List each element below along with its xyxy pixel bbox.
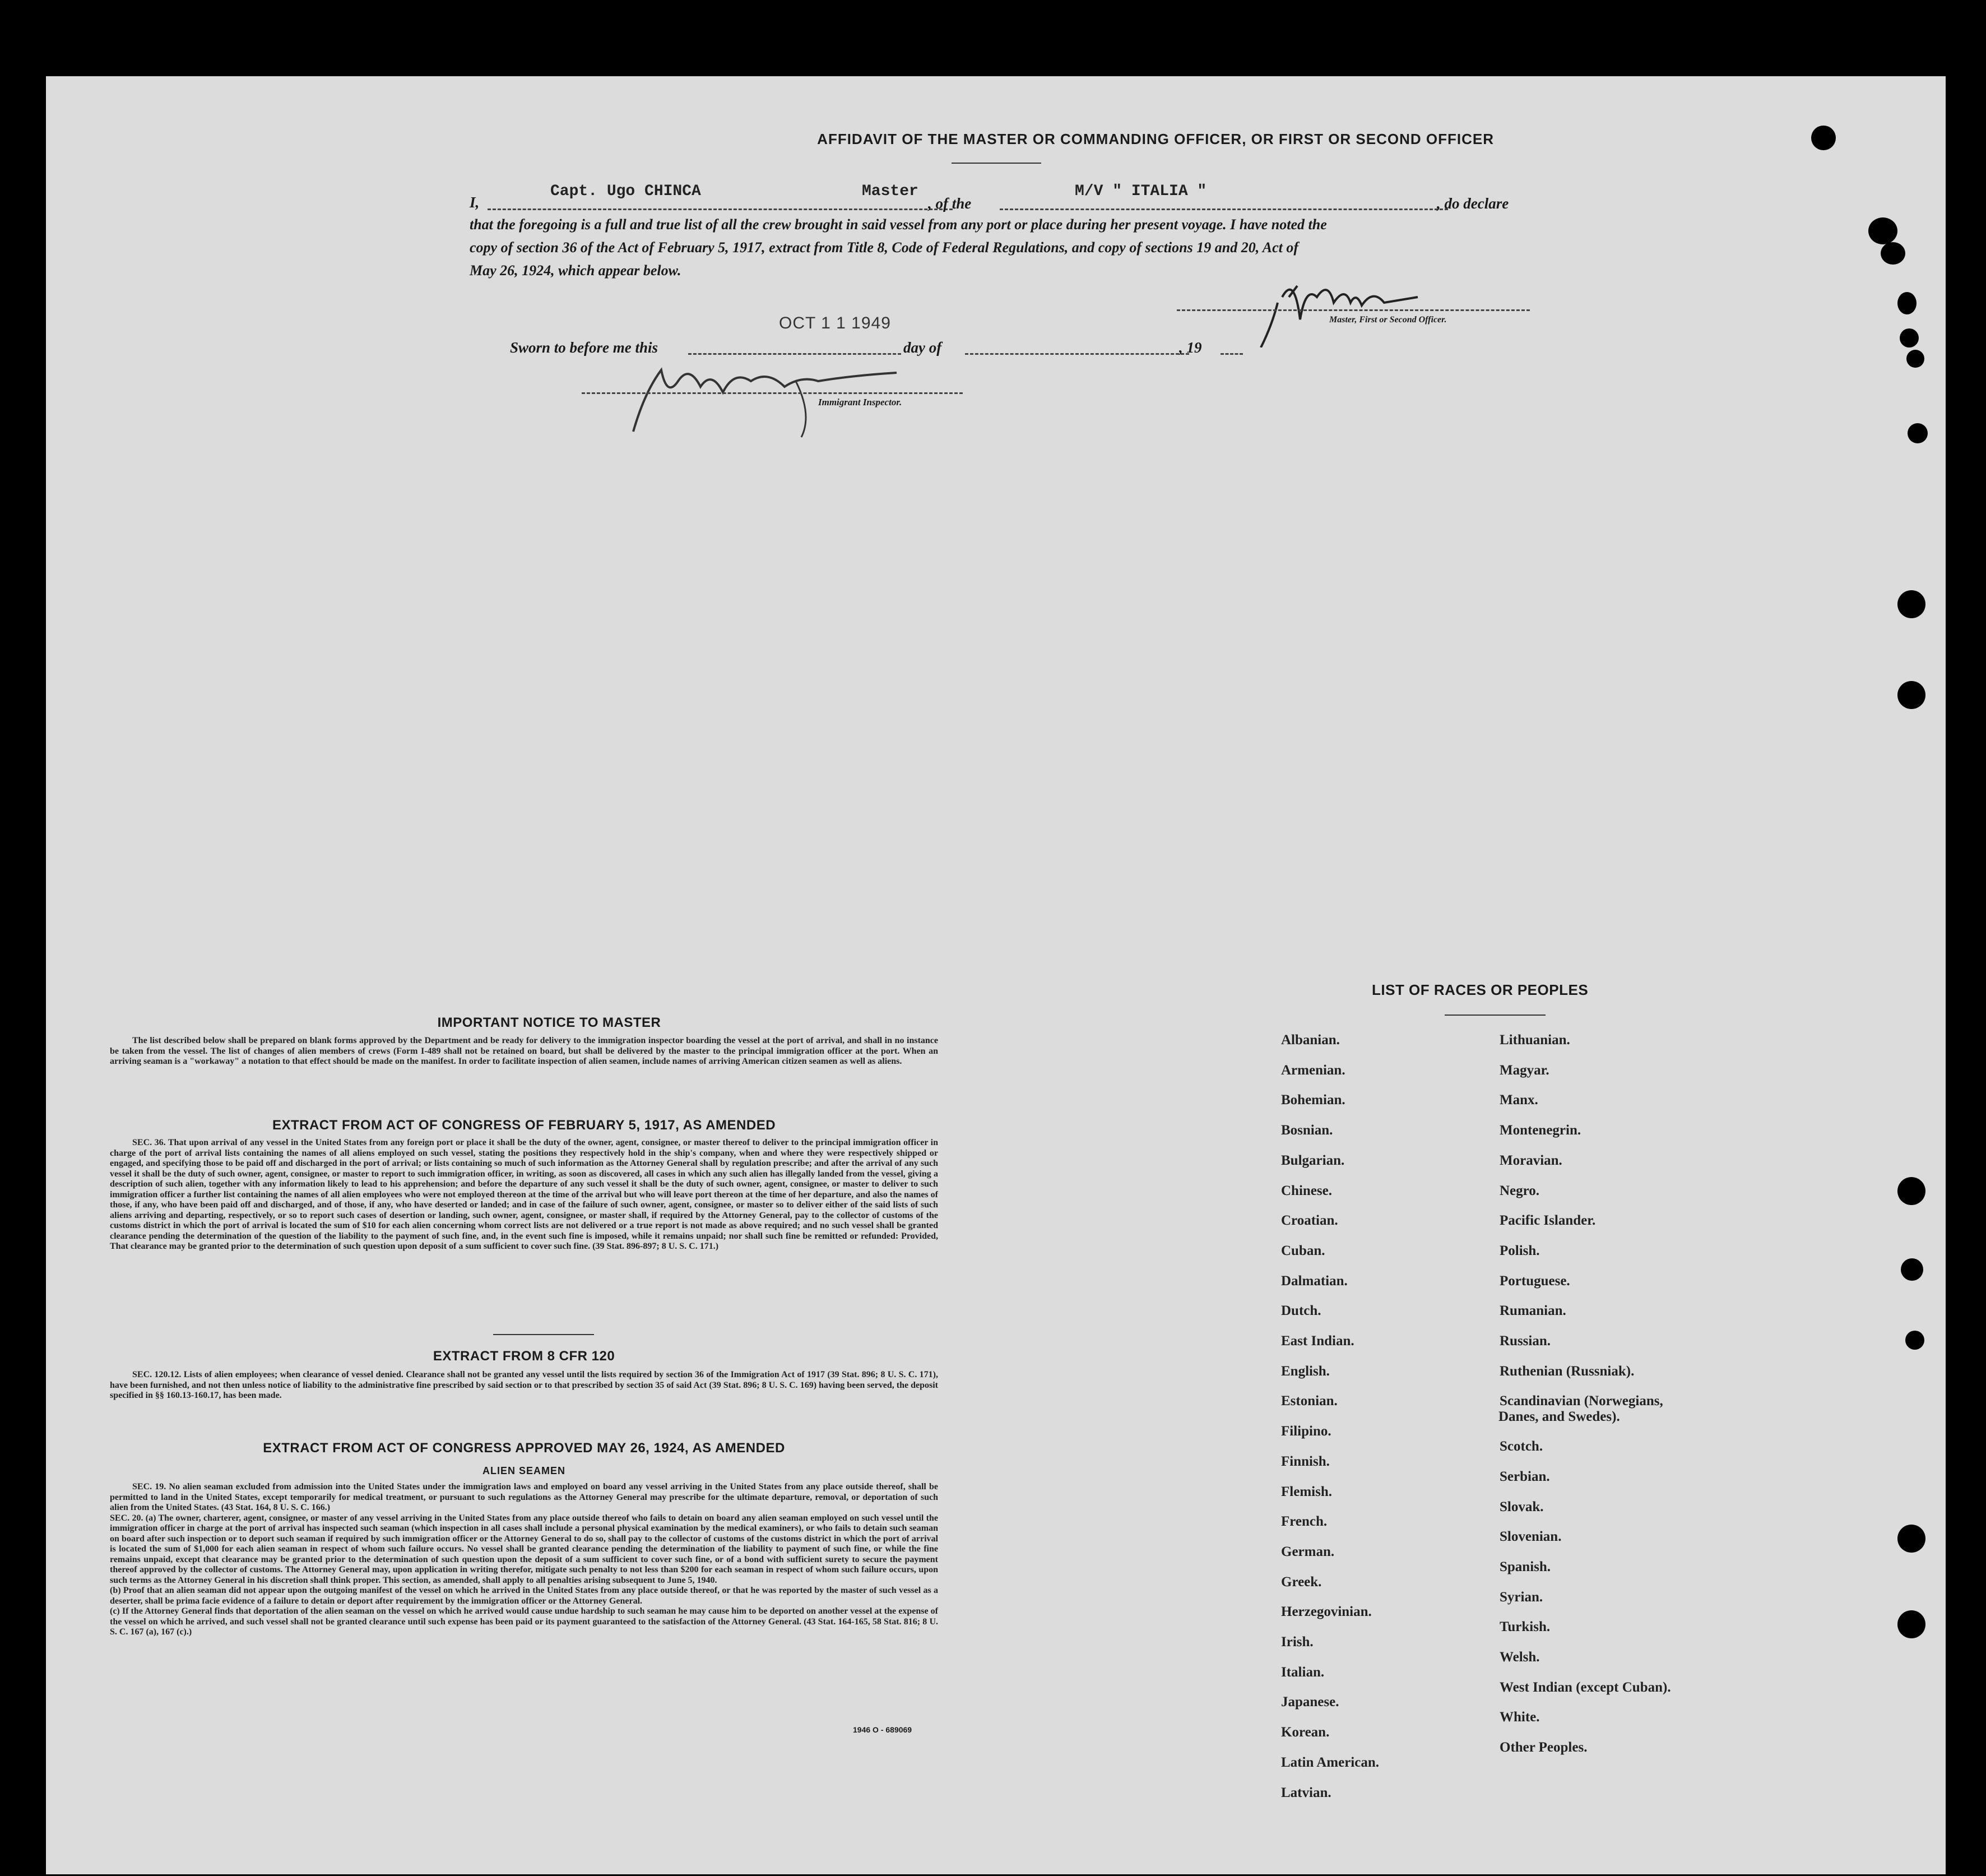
extract-1924-body: SEC. 19. No alien seaman excluded from admission into the United States under the immigration laws and employed on board any vessel arriving in the United States from any place outside thereof, shall be permitted to land in the United States, except temporarily for medical treatment, or pursuant to such regulations as the Attorney General may prescribe for the ultimate departure, removal, or deportation of such alien from the United States. (43 Stat. 164, 8 U. S. C. 166.) SEC. 20. (a) The owner, charterer, agent, consignee, or master of any vessel arriving in the United States from any place outside thereof who fails to detain on board any alien seaman employed on such vessel until the immigration officer in charge at the port of arrival has inspected such seaman (which inspection in all cases shall include a personal physical examination by the medical examiners), or who fails to detain such seaman on board after such inspection or to deport such seaman if required by such immigration officer or the Attorney General to do so, shall pay to the collector of customs of the customs district in which the port of arrival is located the sum of $1,000 for each alien seaman in respect of whom such failure occurs. No vessel shall be granted clearance pending the determination of the liability to payment of such fine, or while the fine remains unpaid, except that clearance may be granted prior to the determination of such question upon the deposit of a sum sufficient to cover such fine, or of a bond with sufficient surety to secure the payment thereof approved by the collector of customs. The Attorney General may, upon application in writing therefor, mitigate such penalty to not less than $200 for each seaman in respect of whom such failure occurs, upon such terms as the Attorney General in his discretion shall think proper. This section, as amended, shall apply to all penalties arising subsequent to June 5, 1940. (b) Proof that an alien seaman did not appear upon the outgoing manifest of the vessel on which he arrived in the United States from any place outside thereof, or that he was reported by the master of such vessel as a deserter, shall be prima facie evidence of a failure to detain or deport after requirement by the immigration officer or the Attorney General. (c) If the Attorney General finds that deportation of the alien seaman on the vessel on which he arrived would cause undue hardship to such seaman he may cause him to be deported on another vessel at the expense of the vessel on which he arrived, and such vessel shall not be granted clearance until such expense has been paid or its payment guaranteed to the satisfaction of the Attorney General. (43 Stat. 164-165, 58 Stat. 816; 8 U. S. C. 167 (a), 167 (c).) — [110, 1482, 938, 1637]
race-item: Magyar. — [1500, 1062, 1549, 1078]
race-item: Croatian. — [1281, 1213, 1338, 1229]
affidavit-line-4: May 26, 1924, which appear below. — [470, 262, 681, 279]
race-item: Bulgarian. — [1281, 1152, 1345, 1168]
race-item: English. — [1281, 1363, 1330, 1379]
title-underline — [952, 163, 1041, 164]
race-item: Slovak. — [1500, 1499, 1544, 1514]
race-item: Montenegrin. — [1500, 1123, 1581, 1138]
race-item: Scandinavian (Norwegians, — [1500, 1393, 1663, 1409]
affidavit-line-3: copy of section 36 of the Act of February 5, 1917, extract from Title 8, Code of Federal Regulations, and copy of sections 19 and 20, Act of — [470, 239, 1298, 256]
race-item: Rumanian. — [1500, 1303, 1566, 1319]
race-item: Lithuanian. — [1500, 1032, 1570, 1048]
race-item: Dutch. — [1281, 1303, 1321, 1319]
race-item: Welsh. — [1500, 1650, 1540, 1665]
race-item: Spanish. — [1500, 1559, 1551, 1574]
day-of-label: day of — [903, 339, 942, 356]
race-item: Albanian. — [1281, 1032, 1340, 1048]
race-item-continuation: Danes, and Swedes). — [1498, 1409, 1620, 1424]
race-item: Estonian. — [1281, 1393, 1338, 1409]
race-item: Scotch. — [1500, 1439, 1543, 1455]
race-item: German. — [1281, 1544, 1335, 1559]
race-item: Moravian. — [1500, 1152, 1562, 1168]
sworn-label: Sworn to before me this — [510, 339, 658, 356]
race-item: Serbian. — [1500, 1469, 1550, 1484]
vessel-name-value: M/V " ITALIA " — [1075, 183, 1207, 200]
inspector-signature — [616, 348, 930, 443]
race-item: French. — [1281, 1514, 1328, 1530]
extract-1924-subtitle: ALIEN SEAMEN — [482, 1465, 565, 1476]
race-item: West Indian (except Cuban). — [1500, 1679, 1671, 1695]
race-item: Japanese. — [1281, 1694, 1339, 1710]
master-name-value: Capt. Ugo CHINCA — [550, 183, 701, 200]
race-item: Italian. — [1281, 1664, 1325, 1680]
races-title: LIST OF RACES OR PEOPLES — [1372, 981, 1589, 998]
race-item: Manx. — [1500, 1092, 1538, 1108]
officer-caption: Master, First or Second Officer. — [1329, 315, 1447, 325]
do-declare-label: , do declare — [1437, 195, 1509, 212]
race-item: Latvian. — [1281, 1785, 1331, 1800]
race-item: Russian. — [1500, 1333, 1551, 1349]
race-item: Turkish. — [1500, 1619, 1551, 1635]
race-item: Polish. — [1500, 1243, 1540, 1258]
race-item: White. — [1500, 1710, 1540, 1725]
race-item: Latin American. — [1281, 1754, 1379, 1770]
notice-title: IMPORTANT NOTICE TO MASTER — [437, 1015, 661, 1030]
master-rank-value: Master — [862, 183, 918, 200]
race-item: Herzegovinian. — [1281, 1604, 1372, 1620]
race-item: Bohemian. — [1281, 1092, 1345, 1108]
date-stamp: OCT 1 1 1949 — [779, 314, 891, 332]
year-prefix-label: , 19 — [1179, 339, 1202, 356]
affidavit-title: AFFIDAVIT OF THE MASTER OR COMMANDING OFFICER, OR FIRST OR SECOND OFFICER — [817, 131, 1494, 147]
race-item: Cuban. — [1281, 1243, 1325, 1258]
race-item: Finnish. — [1281, 1453, 1330, 1469]
race-item: Filipino. — [1281, 1424, 1331, 1439]
race-item: Greek. — [1281, 1574, 1322, 1590]
race-item: Portuguese. — [1500, 1273, 1570, 1289]
master-signature — [1255, 263, 1479, 348]
race-item: East Indian. — [1281, 1333, 1354, 1349]
extract-cfr-body: SEC. 120.12. Lists of alien employees; when clearance of vessel denied. Clearance shall not be granted any vessel until the lists required by section 36 of the Immigration Act of 1917 (39 Stat. 896; 8 U. S. C. 171), have been furnished, and not then unless notice of liability to the administrative fine prescribed by said section or to that prescribed by section 35 of said Act (39 Stat. 896; 8 U. S. C. 169) having been served, the deposit specified in §§ 160.13-160.17, has been made. — [110, 1370, 938, 1400]
affidavit-line-2: that the foregoing is a full and true list of all the crew brought in said vessel from any port or place during her present voyage. I have noted the — [470, 216, 1327, 233]
race-item: Slovenian. — [1500, 1529, 1562, 1545]
race-item: Dalmatian. — [1281, 1273, 1348, 1289]
race-item: Bosnian. — [1281, 1123, 1333, 1138]
race-item: Korean. — [1281, 1725, 1330, 1740]
extract-1924-title: EXTRACT FROM ACT OF CONGRESS APPROVED MAY 26, 1924, AS AMENDED — [263, 1440, 785, 1456]
of-the-label: , of the — [928, 195, 972, 212]
notice-body: The list described below shall be prepared on blank forms approved by the Department and be ready for delivery to the immigration inspector boarding the vessel at the port of arrival, and shall in no instance be taken from the vessel. The list of changes of alien members of crews (Form I-489 shall not be retained on board, but shall be delivered by the master to the principal immigration officer at the port. When an arriving seaman is a "workaway" a notation to that effect should be made on the manifest. In order to facilitate inspection of alien seamen, include names of arriving American citizen seamen as well as aliens. — [110, 1036, 938, 1066]
race-item: Flemish. — [1281, 1484, 1332, 1499]
affidavit-i-label: I, — [470, 194, 480, 211]
race-item: Chinese. — [1281, 1183, 1332, 1198]
extract-cfr-title: EXTRACT FROM 8 CFR 120 — [433, 1349, 615, 1364]
extract-1917-title: EXTRACT FROM ACT OF CONGRESS OF FEBRUARY 5, 1917, AS AMENDED — [272, 1118, 776, 1133]
race-item: Negro. — [1500, 1183, 1540, 1198]
race-item: Syrian. — [1500, 1589, 1543, 1605]
race-item: Ruthenian (Russniak). — [1500, 1363, 1635, 1379]
race-item: Armenian. — [1281, 1062, 1345, 1078]
race-item: Other Peoples. — [1500, 1740, 1588, 1755]
extract-1917-body: SEC. 36. That upon arrival of any vessel in the United States from any foreign port or place it shall be the duty of the owner, agent, consignee, or master thereof to deliver to the principal immigration officer in charge of the port of arrival lists containing the names of all aliens employed on such vessel, stating the positions they respectively hold in the ship's company, when and where they were respectively shipped or engaged, and specifying those to be paid off and discharged in the port of arrival; or lists containing so much of such information as the Attorney General shall by regulation prescribe; and after the arrival of any such vessel it shall be the duty of such owner, agent, consignee, or master to report to such immigration officer, in writing, as soon as discovered, all cases in which any such alien has illegally landed from the vessel, giving a description of such alien, together with any information likely to lead to his apprehension; and before the departure of any such vessel it shall be the duty of such owner, agent, consignee, or master to deliver to such immigration officer a further list containing the names of all alien employees who were not employed thereon at the time of the arrival but who will leave port thereon at the time of her departure, and also the names of those, if any, who have been paid off and discharged, and of those, if any, who have deserted or landed; and in case of the failure of such owner, agent, consignee, or master so to deliver either of the said lists of such aliens arriving and departing, respectively, or so to report such cases of desertion or landing, such owner, agent, consignee, or master shall, if required by the Attorney General, pay to the collector of customs of the customs district in which the port of arrival is located the sum of $10 for each alien concerning whom correct lists are not delivered or a true report is not made as above required; and no such vessel shall be granted clearance pending the determination of the question of the liability to the payment of such fine, and, in the event such fine is imposed, while it remains unpaid; nor shall such fine be remitted or refunded: Provided, That clearance may be granted prior to the determination of such question upon deposit of a sum sufficient to cover such fine. (39 Stat. 896-897; 8 U. S. C. 171.) — [110, 1138, 938, 1251]
race-item: Pacific Islander. — [1500, 1213, 1596, 1229]
inspector-caption: Immigrant Inspector. — [818, 397, 902, 407]
race-item: Irish. — [1281, 1634, 1314, 1650]
print-code: 1946 O - 689069 — [853, 1725, 912, 1734]
